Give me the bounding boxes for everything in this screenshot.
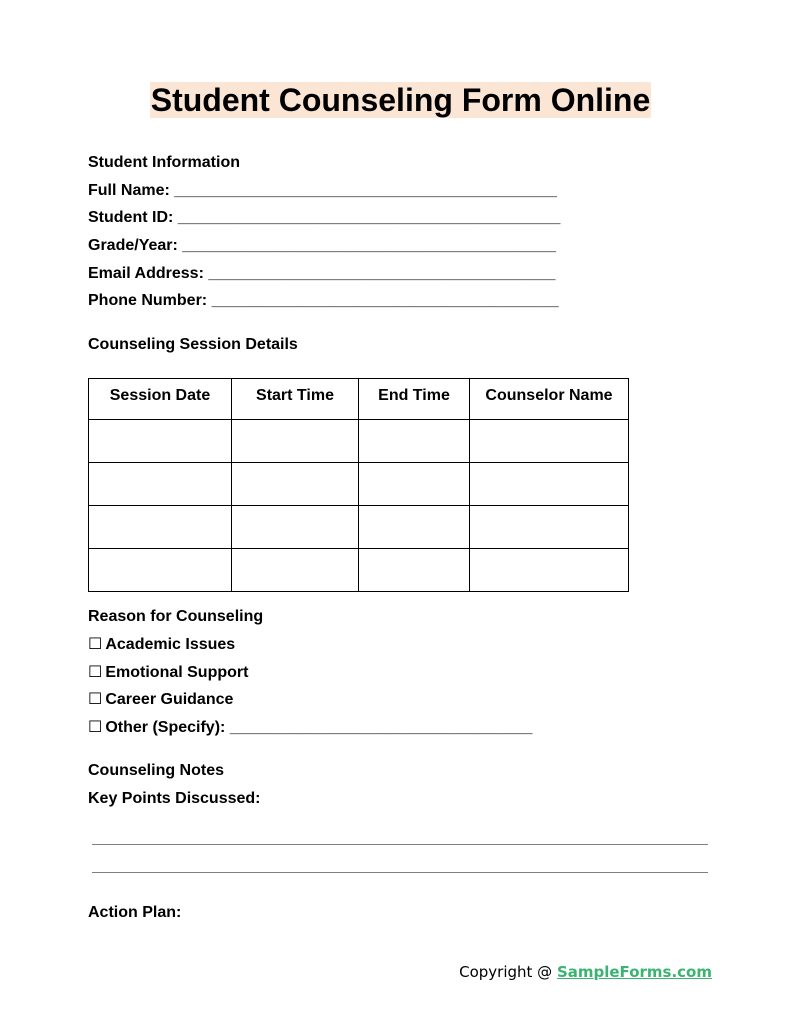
student-id-label: Student ID: [88, 209, 174, 226]
table-header-row [89, 379, 629, 420]
student-id-blank[interactable]: ___________________________________________ [177, 209, 561, 226]
option-label: Academic Issues [105, 636, 236, 653]
session-table [88, 378, 629, 592]
email-blank[interactable]: _______________________________________ [208, 265, 556, 282]
other-specify-blank[interactable]: __________________________________ [229, 719, 533, 736]
key-points-line[interactable] [92, 844, 708, 845]
col-session-date: Session Date [89, 379, 232, 420]
table-cell[interactable] [470, 420, 629, 463]
checkbox-icon[interactable]: ☐ [88, 719, 103, 736]
grade-year-blank[interactable]: __________________________________________ [182, 237, 557, 254]
table-cell[interactable] [359, 506, 470, 549]
table-cell[interactable] [359, 549, 470, 592]
table-cell[interactable] [470, 549, 629, 592]
table-row [89, 420, 629, 463]
title-wrapper [0, 82, 803, 118]
student-info-heading: Student Information [88, 154, 240, 171]
checkbox-icon[interactable]: ☐ [88, 664, 103, 681]
key-points-line[interactable] [92, 872, 708, 873]
table-row [89, 549, 629, 592]
table-row [89, 506, 629, 549]
table-cell[interactable] [359, 463, 470, 506]
full-name-label: Full Name: [88, 182, 170, 199]
table-cell[interactable] [359, 420, 470, 463]
grade-year-label: Grade/Year: [88, 237, 178, 254]
table-cell[interactable] [232, 549, 359, 592]
option-label: Other (Specify): [105, 719, 226, 736]
session-details-heading: Counseling Session Details [88, 336, 298, 353]
option-academic[interactable] [88, 635, 235, 655]
table-row [89, 463, 629, 506]
phone-field[interactable] [88, 291, 559, 311]
footer-copyright [459, 963, 712, 981]
option-label: Emotional Support [105, 664, 249, 681]
page-title: Student Counseling Form Online [150, 82, 651, 118]
checkbox-icon[interactable]: ☐ [88, 636, 103, 653]
table-cell[interactable] [232, 420, 359, 463]
brand-link[interactable]: SampleForms.com [556, 963, 712, 981]
key-points-label: Key Points Discussed: [88, 790, 261, 807]
col-end-time: End Time [359, 379, 470, 420]
notes-heading: Counseling Notes [88, 762, 225, 779]
email-field[interactable] [88, 264, 555, 284]
table-cell[interactable] [470, 506, 629, 549]
phone-blank[interactable]: _______________________________________ [211, 292, 559, 309]
reason-heading: Reason for Counseling [88, 608, 264, 625]
action-plan-label: Action Plan: [88, 904, 182, 921]
option-label: Career Guidance [105, 691, 234, 708]
table-cell[interactable] [470, 463, 629, 506]
checkbox-icon[interactable]: ☐ [88, 691, 103, 708]
student-id-field[interactable] [88, 208, 560, 228]
option-other[interactable] [88, 718, 532, 738]
table-cell[interactable] [89, 549, 232, 592]
col-start-time: Start Time [232, 379, 359, 420]
full-name-field[interactable] [88, 181, 557, 201]
copyright-text: Copyright @ [459, 963, 557, 981]
table-cell[interactable] [89, 420, 232, 463]
email-label: Email Address: [88, 265, 204, 282]
col-counselor-name: Counselor Name [470, 379, 629, 420]
table-cell[interactable] [89, 506, 232, 549]
option-emotional[interactable] [88, 663, 248, 683]
option-career[interactable] [88, 690, 233, 710]
grade-year-field[interactable] [88, 236, 556, 256]
table-cell[interactable] [232, 506, 359, 549]
table-cell[interactable] [89, 463, 232, 506]
table-cell[interactable] [232, 463, 359, 506]
phone-label: Phone Number: [88, 292, 208, 309]
full-name-blank[interactable]: ___________________________________________ [174, 182, 557, 199]
